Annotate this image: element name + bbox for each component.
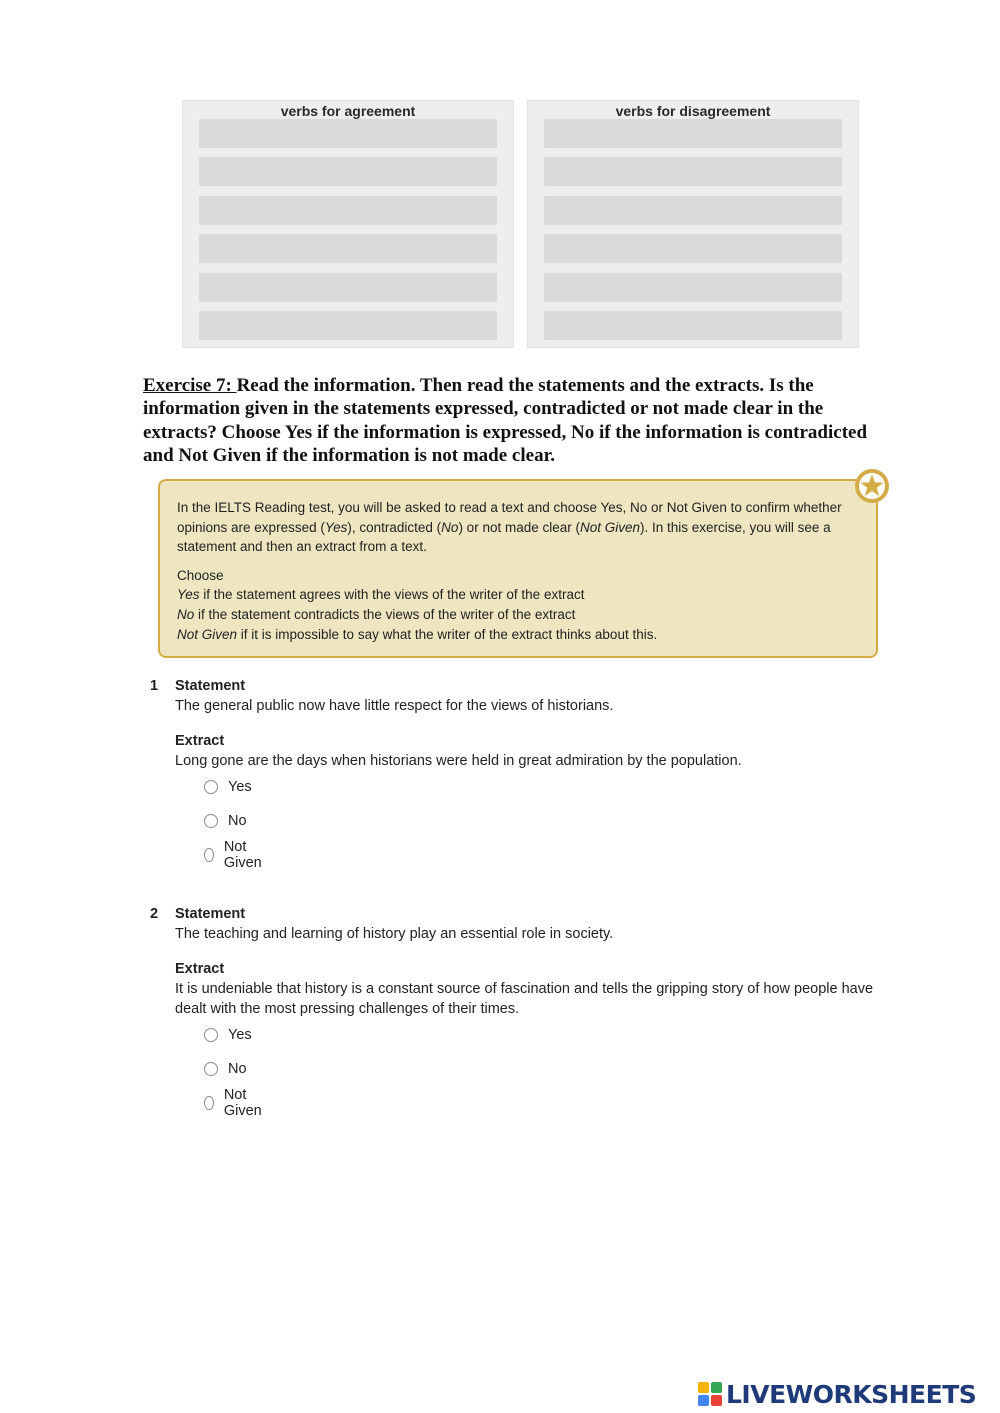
info-text: ). In this exercise, you will see a statement and then an extract from a text.: [177, 519, 831, 555]
option-label: Yes: [228, 779, 252, 795]
radio-button[interactable]: [204, 1062, 218, 1076]
option-label: Not Given: [223, 1087, 262, 1119]
info-term-no: No: [441, 519, 459, 535]
info-not-given-line: [177, 625, 876, 645]
verbs-disagreement-panel: [527, 100, 859, 348]
option-not-given[interactable]: [204, 839, 266, 871]
info-text: In the IELTS Reading test, you will be asked to read a text and choose Yes, No or Not Given to confirm whether opinions are expressed (: [177, 500, 842, 535]
verbs-agreement-panel: [182, 100, 514, 348]
info-not-given-desc: if it is impossible to say what the writer of the extract thinks about this.: [237, 626, 658, 642]
info-yes-term: Yes: [177, 587, 200, 603]
info-choose: Choose: [177, 567, 224, 583]
extract-text: Long gone are the days when historians were held in great admiration by the population.: [175, 753, 742, 769]
extract-label: Extract: [175, 961, 225, 977]
info-no-line: [177, 605, 876, 625]
statement-text: The teaching and learning of history play an essential role in society.: [175, 926, 614, 942]
info-no-desc: if the statement contradicts the views of the writer of the extract: [194, 606, 576, 622]
extract-text: It is undeniable that history is a constant source of fascination and tells the gripping story of how people have dealt with the most pressing challenges of their times.: [175, 981, 874, 1017]
disagreement-drop-slot[interactable]: [544, 119, 842, 148]
info-not-given-term: Not Given: [177, 626, 238, 642]
disagreement-drop-slot[interactable]: [544, 311, 842, 340]
agreement-drop-slot[interactable]: [199, 273, 497, 302]
disagreement-drop-slot[interactable]: [544, 273, 842, 302]
option-label: Not Given: [223, 839, 262, 871]
option-label: Yes: [228, 1027, 252, 1043]
info-yes-desc: if the statement agrees with the views of the writer of the extract: [199, 587, 585, 603]
question-number: 1: [150, 678, 159, 694]
option-no[interactable]: [204, 1059, 247, 1079]
statement-text: The general public now have little respect for the views of historians.: [175, 698, 614, 714]
star-badge-icon: [855, 469, 889, 503]
disagreement-drop-slot[interactable]: [544, 196, 842, 225]
statement-label: Statement: [175, 678, 246, 694]
exercise-text: Read the information. Then read the statements and the extracts. Is the information given in the statements expressed, contradicted or not made clear in the extracts? Choose Yes if the information is expressed, No if the information is contradicted and Not Given if the information is not made clear.: [143, 375, 868, 466]
info-no-term: No: [177, 606, 195, 622]
option-not-given[interactable]: [204, 1087, 266, 1119]
info-paragraph: [177, 498, 876, 557]
verbs-agreement-title: verbs for agreement: [280, 103, 416, 119]
radio-button[interactable]: [204, 1028, 218, 1042]
option-no[interactable]: [204, 811, 247, 831]
exercise-instructions: [143, 374, 873, 467]
verbs-disagreement-title: verbs for disagreement: [615, 103, 771, 119]
disagreement-drop-slot[interactable]: [544, 157, 842, 186]
info-yes-line: [177, 585, 876, 605]
agreement-drop-slot[interactable]: [199, 157, 497, 186]
option-yes[interactable]: [204, 777, 252, 797]
brand-name: LIVEWORKSHEETS: [726, 1379, 977, 1409]
info-text: ), contradicted (: [347, 519, 442, 535]
radio-button[interactable]: [204, 814, 218, 828]
agreement-drop-slot[interactable]: [199, 119, 497, 148]
disagreement-drop-slot[interactable]: [544, 234, 842, 263]
extract-label: Extract: [175, 733, 225, 749]
agreement-drop-slot[interactable]: [199, 196, 497, 225]
statement-label: Statement: [175, 906, 246, 922]
agreement-drop-slot[interactable]: [199, 234, 497, 263]
radio-button[interactable]: [204, 780, 218, 794]
info-term-not-given: Not Given: [579, 519, 641, 535]
option-label: No: [228, 1061, 247, 1077]
liveworksheets-logo-icon: [698, 1382, 722, 1406]
info-term-yes: Yes: [324, 519, 348, 535]
radio-button[interactable]: [204, 848, 214, 862]
agreement-drop-slot[interactable]: [199, 311, 497, 340]
question-number: 2: [150, 906, 159, 922]
exercise-label: Exercise 7:: [143, 375, 237, 396]
radio-button[interactable]: [204, 1096, 214, 1110]
liveworksheets-brand: [698, 1380, 976, 1408]
info-box: [158, 479, 878, 658]
option-label: No: [228, 813, 247, 829]
info-text: ) or not made clear (: [458, 519, 580, 535]
option-yes[interactable]: [204, 1025, 252, 1045]
